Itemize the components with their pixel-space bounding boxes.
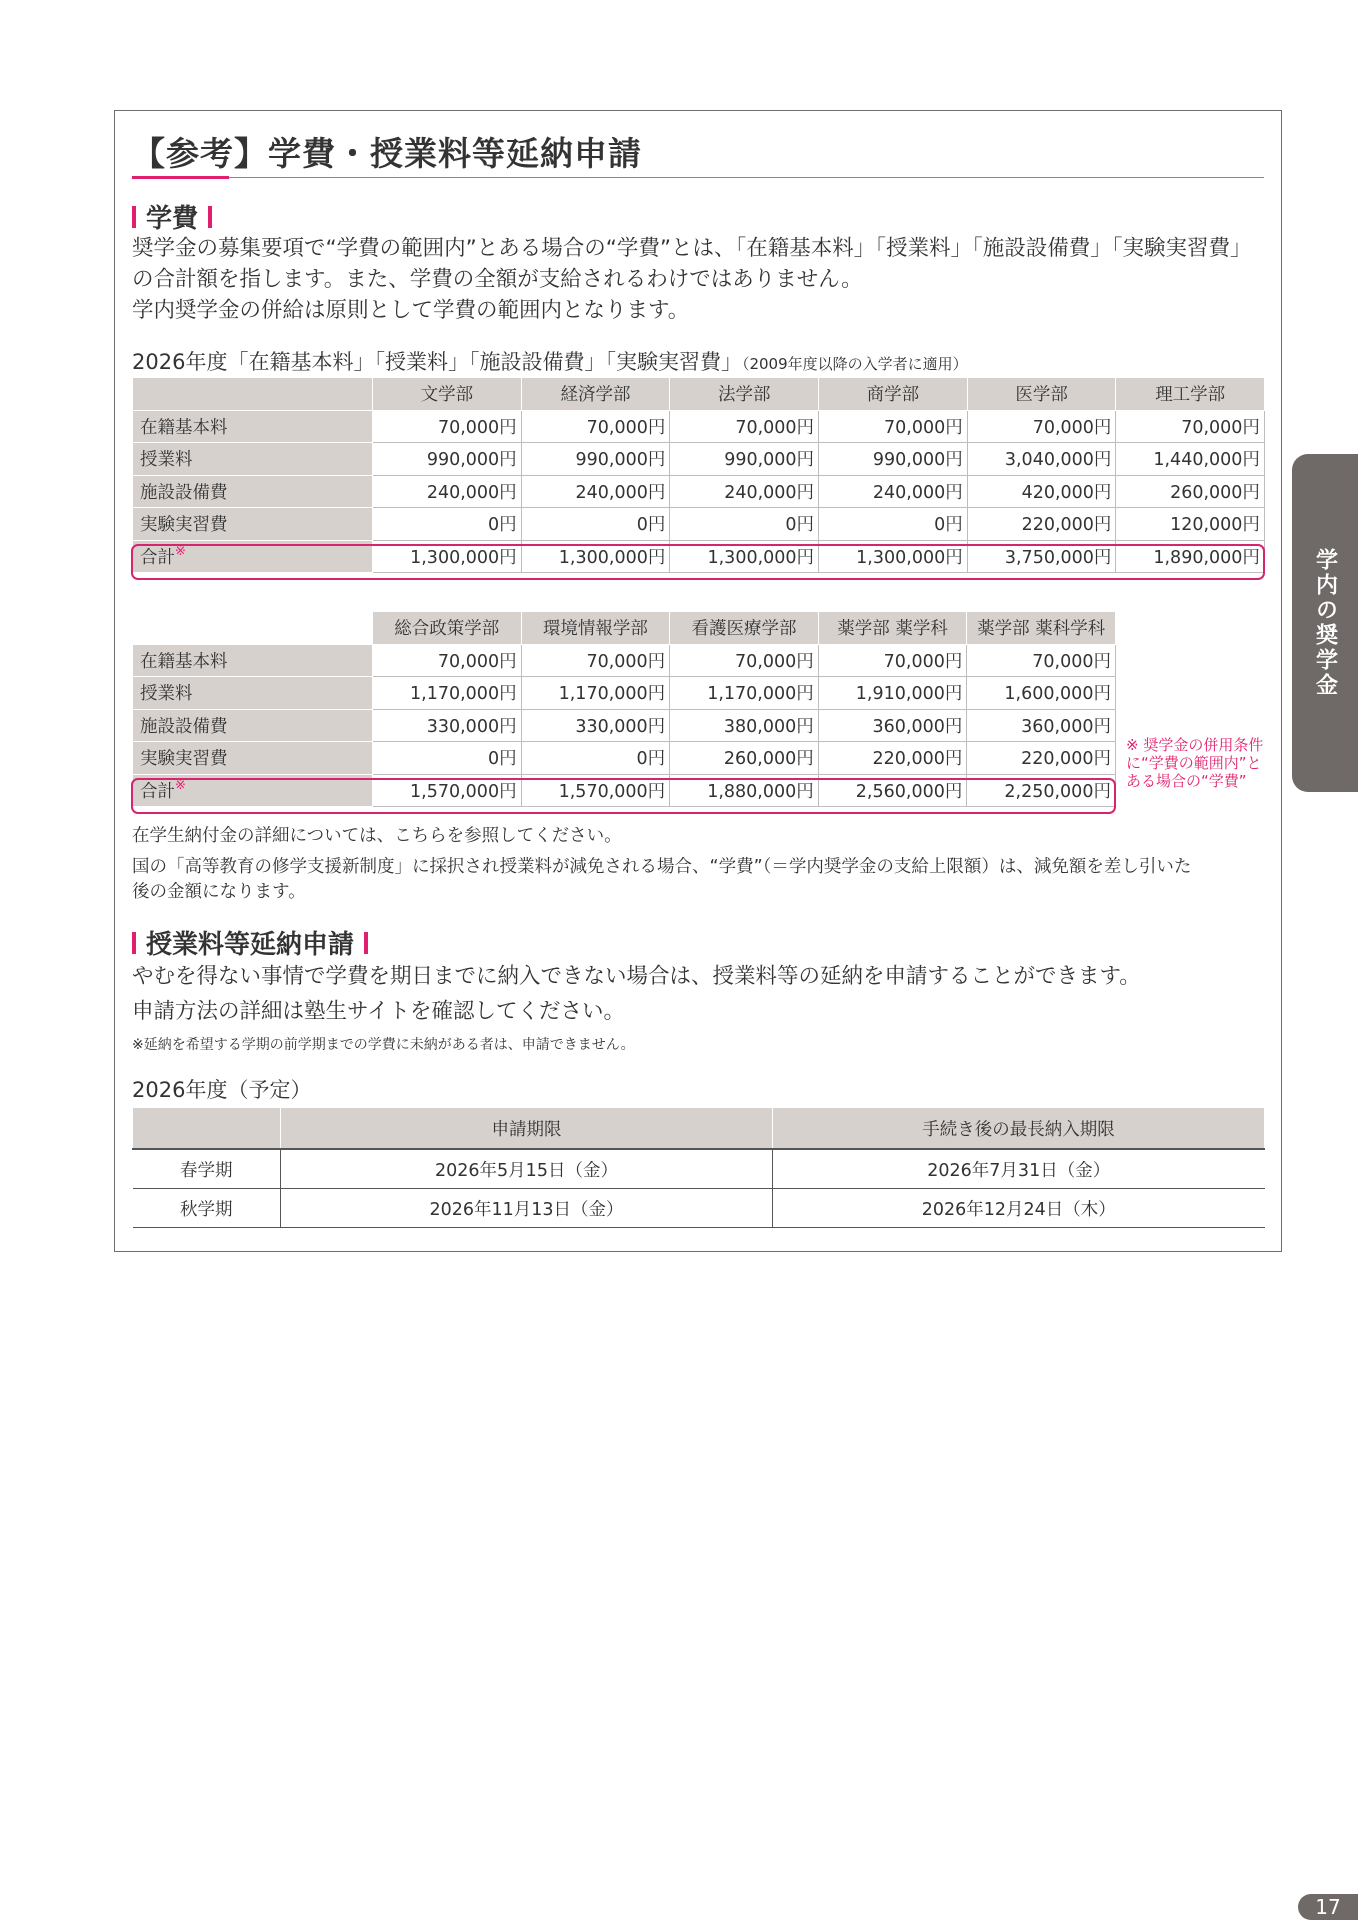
row-label: 施設設備費 — [133, 709, 373, 742]
table-cell: 70,000円 — [521, 644, 670, 677]
column-header: 法学部 — [670, 378, 819, 411]
table-cell: 990,000円 — [373, 443, 522, 476]
header-blank-cell — [133, 1108, 281, 1149]
page-title: 【参考】学費・授業料等延納申請 — [132, 134, 642, 173]
heading-bar-left — [132, 932, 136, 954]
column-header: 手続き後の最長納入期限 — [773, 1108, 1265, 1149]
table-cell: 220,000円 — [818, 742, 967, 775]
section-heading-deferral — [132, 924, 368, 961]
heading-bar-right — [364, 932, 368, 954]
row-label: 授業料 — [133, 443, 373, 476]
fees-paragraph-3: 学内奨学金の併給は原則として学費の範囲内となります。 — [132, 298, 690, 323]
header-blank-cell — [133, 378, 373, 411]
page-number: 17 — [1298, 1894, 1358, 1920]
total-highlight-2 — [131, 778, 1116, 814]
total-cell: 1,570,000円 — [521, 774, 670, 807]
term-label: 秋学期 — [133, 1189, 281, 1228]
table-cell: 380,000円 — [670, 709, 819, 742]
heading-bar-right — [208, 206, 212, 228]
deferral-paragraph-1: やむを得ない事情で学費を期日までに納入できない場合は、授業料等の延納を申請することができます。 — [132, 964, 1141, 989]
column-header: 商学部 — [819, 378, 968, 411]
table-cell: 990,000円 — [819, 443, 968, 476]
total-label: 合計 — [140, 781, 175, 802]
table-cell: 70,000円 — [818, 644, 967, 677]
table-cell: 70,000円 — [670, 410, 819, 443]
table-cell: 260,000円 — [670, 742, 819, 775]
fee-table-title-text: 2026年度「在籍基本料」「授業料」「施設設備費」「実験実習費」 — [132, 350, 742, 374]
table-cell: 220,000円 — [967, 742, 1116, 775]
total-cell: 1,300,000円 — [670, 540, 819, 573]
table-cell: 1,600,000円 — [967, 677, 1116, 710]
total-cell: 2,250,000円 — [967, 774, 1116, 807]
table-cell: 1,440,000円 — [1116, 443, 1265, 476]
table-cell: 0円 — [521, 742, 670, 775]
column-header: 経済学部 — [521, 378, 670, 411]
fees-paragraph-1: 奨学金の募集要項で“学費の範囲内”とある場合の“学費”とは、「在籍基本料」「授業料」「施設設備費」「実験実習費」 — [132, 236, 1252, 261]
table-row — [133, 644, 1116, 677]
total-asterisk: ※ — [175, 543, 186, 559]
table-cell: 0円 — [819, 508, 968, 541]
total-cell: 1,300,000円 — [819, 540, 968, 573]
note-support-system-1: 国の「高等教育の修学支援新制度」に採択され授業料が減免される場合、“学費”（＝学内奨学金の支給上限額）は、減免額を差し引いた — [132, 857, 1192, 877]
section-heading-deferral-label: 授業料等延納申請 — [146, 930, 355, 960]
deferral-paragraph-2: 申請方法の詳細は塾生サイトを確認してください。 — [132, 999, 625, 1024]
table-cell: 360,000円 — [967, 709, 1116, 742]
table-cell: 0円 — [670, 508, 819, 541]
total-cell: 2,560,000円 — [818, 774, 967, 807]
column-header: 薬学部 薬科学科 — [967, 612, 1116, 645]
table-cell: 70,000円 — [1116, 410, 1265, 443]
total-highlight-1 — [131, 544, 1265, 580]
table-cell: 70,000円 — [670, 644, 819, 677]
column-header: 看護医療学部 — [670, 612, 819, 645]
total-asterisk: ※ — [175, 777, 186, 793]
table-cell: 3,040,000円 — [967, 443, 1116, 476]
table-cell: 1,170,000円 — [373, 677, 522, 710]
row-label: 授業料 — [133, 677, 373, 710]
fee-table-title-note: （2009年度以降の入学者に適用） — [741, 355, 968, 373]
table-cell: 0円 — [373, 742, 522, 775]
total-cell: 3,750,000円 — [967, 540, 1116, 573]
table-cell: 70,000円 — [819, 410, 968, 443]
row-label: 施設設備費 — [133, 475, 373, 508]
total-cell: 1,570,000円 — [373, 774, 522, 807]
table-cell: 70,000円 — [521, 410, 670, 443]
table-row — [133, 475, 1265, 508]
title-accent — [132, 176, 229, 179]
table-cell: 1,170,000円 — [521, 677, 670, 710]
side-note: ※ 奨学金の併用条件に“学費の範囲内”とある場合の“学費” — [1126, 736, 1264, 790]
table-row — [133, 677, 1116, 710]
chapter-side-tab — [1292, 454, 1358, 792]
table-cell: 240,000円 — [521, 475, 670, 508]
fee-table-title — [132, 346, 968, 376]
table-row — [133, 410, 1265, 443]
table-cell: 0円 — [521, 508, 670, 541]
table-cell: 70,000円 — [373, 410, 522, 443]
table-header-row — [133, 378, 1265, 411]
section-heading-fees — [132, 198, 212, 235]
table-cell: 990,000円 — [670, 443, 819, 476]
column-header: 医学部 — [967, 378, 1116, 411]
note-support-system-2: 後の金額になります。 — [132, 882, 306, 902]
total-cell: 1,300,000円 — [373, 540, 522, 573]
table-row — [133, 1149, 1265, 1189]
table-cell: 70,000円 — [373, 644, 522, 677]
table-cell: 2026年12月24日（木） — [773, 1189, 1265, 1228]
table-cell: 120,000円 — [1116, 508, 1265, 541]
table-cell: 260,000円 — [1116, 475, 1265, 508]
column-header: 総合政策学部 — [373, 612, 522, 645]
table-cell: 1,170,000円 — [670, 677, 819, 710]
fees-paragraph-2: の合計額を指します。また、学費の全額が支給されるわけではありません。 — [132, 267, 863, 292]
table-header-row — [133, 612, 1116, 645]
table-cell: 360,000円 — [818, 709, 967, 742]
section-heading-fees-label: 学費 — [146, 204, 199, 234]
chapter-side-tab-label: 学内の奨学金 — [1312, 548, 1338, 698]
table-cell: 990,000円 — [521, 443, 670, 476]
table-cell: 240,000円 — [670, 475, 819, 508]
table-row — [133, 443, 1265, 476]
schedule-table — [132, 1108, 1265, 1228]
schedule-title: 2026年度（予定） — [132, 1078, 312, 1102]
table-header-row — [133, 1108, 1265, 1149]
table-row — [133, 1189, 1265, 1228]
column-header: 環境情報学部 — [521, 612, 670, 645]
table-cell: 2026年5月15日（金） — [281, 1149, 773, 1189]
total-cell: 1,890,000円 — [1116, 540, 1265, 573]
column-header: 理工学部 — [1116, 378, 1265, 411]
heading-bar-left — [132, 206, 136, 228]
table-cell: 0円 — [373, 508, 522, 541]
header-empty-cell — [133, 612, 373, 645]
column-header: 文学部 — [373, 378, 522, 411]
table-cell: 420,000円 — [967, 475, 1116, 508]
row-label: 実験実習費 — [133, 742, 373, 775]
table-cell: 70,000円 — [967, 644, 1116, 677]
table-row — [133, 709, 1116, 742]
table-cell: 330,000円 — [521, 709, 670, 742]
deferral-small-note: ※延納を希望する学期の前学期までの学費に未納がある者は、申請できません。 — [132, 1037, 635, 1053]
column-header: 申請期限 — [281, 1108, 773, 1149]
table-row — [133, 508, 1265, 541]
column-header: 薬学部 薬学科 — [818, 612, 967, 645]
title-rule — [132, 177, 1264, 178]
term-label: 春学期 — [133, 1149, 281, 1189]
table-cell: 240,000円 — [373, 475, 522, 508]
table-cell: 1,910,000円 — [818, 677, 967, 710]
table-row — [133, 742, 1116, 775]
total-cell: 1,880,000円 — [670, 774, 819, 807]
note-payment-details: 在学生納付金の詳細については、こちらを参照してください。 — [132, 826, 622, 846]
row-label: 実験実習費 — [133, 508, 373, 541]
row-label: 在籍基本料 — [133, 410, 373, 443]
row-label: 在籍基本料 — [133, 644, 373, 677]
table-cell: 240,000円 — [819, 475, 968, 508]
table-cell: 220,000円 — [967, 508, 1116, 541]
table-cell: 2026年11月13日（金） — [281, 1189, 773, 1228]
table-cell: 2026年7月31日（金） — [773, 1149, 1265, 1189]
table-cell: 70,000円 — [967, 410, 1116, 443]
total-cell: 1,300,000円 — [521, 540, 670, 573]
table-cell: 330,000円 — [373, 709, 522, 742]
total-label: 合計 — [140, 547, 175, 568]
